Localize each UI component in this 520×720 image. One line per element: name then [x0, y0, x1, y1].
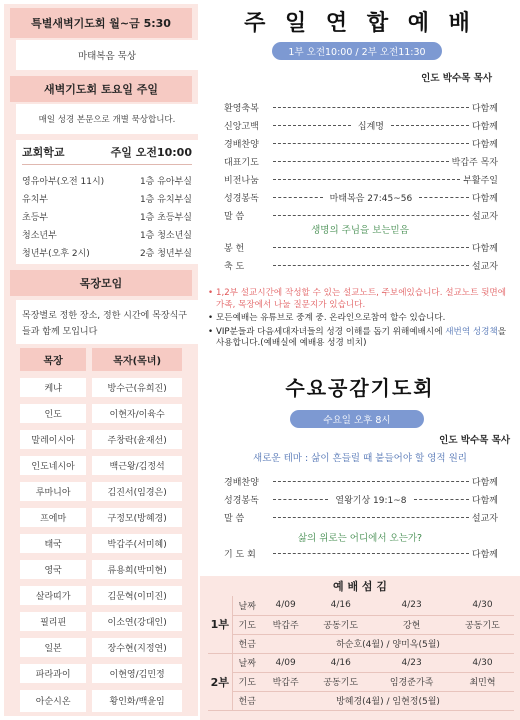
dawn-prayer-desc: 마태복음 묵상 [16, 40, 198, 70]
school-row [22, 189, 192, 207]
duty-prayer: 강현 [372, 615, 451, 634]
group-table-row [20, 374, 182, 400]
group-leader: 김진서(임경은) [89, 478, 182, 504]
group-meeting-title: 목장모임 [10, 270, 192, 296]
order-row [224, 258, 498, 272]
school-place: 1층 유치부실 [139, 194, 192, 205]
group-leader: 이현영/김민정 [89, 660, 182, 686]
order-row [224, 510, 498, 524]
order-item-person: 다함께 [471, 121, 498, 132]
announcement-text-part: VIP분들과 다음세대자녀들의 성경 이해를 돕기 위해예배시에 [216, 326, 446, 337]
wednesday-sermon-title: 삶의 위로는 어디에서 오는가? [297, 533, 423, 544]
group-leader: 방수근(유희진) [89, 374, 182, 400]
duty-row-label: 기도 [232, 672, 262, 691]
dashed-leader [273, 499, 328, 500]
duty-prayer: 공동기도 [309, 615, 372, 634]
school-dept: 청소년부 [22, 230, 57, 241]
school-dept: 영유아부(오전 11시) [22, 176, 105, 187]
service-duty-title: 예 배 섬 김 [333, 580, 387, 593]
duty-prayer: 공동기도 [451, 615, 514, 634]
dashed-leader [273, 265, 469, 266]
duty-row [208, 596, 514, 615]
group-table-row [20, 504, 182, 530]
school-dept: 초등부 [22, 212, 49, 223]
wednesday-service-title: 수요공감기도회 [285, 376, 435, 400]
order-item-name: 말 씀 [224, 513, 245, 524]
duty-date: 4/16 [309, 653, 372, 672]
service-duty-section [200, 576, 520, 720]
order-item-person: 설교자 [471, 211, 498, 222]
order-item-name: 환영축복 [224, 103, 259, 114]
dashed-leader [273, 143, 469, 144]
duty-row [208, 653, 514, 672]
bullet-icon: • [208, 288, 214, 298]
group-leader: 이현자/이육수 [89, 400, 182, 426]
group-leader: 박갑주(서미혜) [89, 530, 182, 556]
order-item-name: 기 도 회 [224, 549, 256, 560]
dashed-leader [273, 107, 469, 108]
duty-row [208, 615, 514, 634]
duty-prayer: 최민혁 [451, 672, 514, 691]
order-item-person: 다함께 [471, 193, 499, 204]
group-col-header: 목자(목녀) [89, 348, 182, 374]
group-name: 살라띠가 [20, 582, 89, 608]
order-item-person: 박갑주 목자 [451, 157, 498, 168]
order-item-person: 다함께 [471, 103, 498, 114]
duty-offering: 방혜경(4월) / 임현정(5월) [262, 691, 514, 710]
order-item-name: 축 도 [224, 261, 245, 272]
order-item-detail: 마태복음 27:45~56 [329, 193, 413, 204]
order-item-name: 봉 헌 [224, 243, 245, 254]
school-place: 1층 청소년실 [139, 230, 192, 241]
left-sidebar [4, 4, 198, 716]
wednesday-service-leader: 인도 박수목 목사 [439, 435, 510, 446]
order-row [224, 546, 498, 560]
group-table-row [20, 660, 182, 686]
dashed-leader [273, 125, 351, 126]
order-item-detail: 십계명 [357, 121, 384, 132]
group-name: 파라과이 [20, 660, 89, 686]
wednesday-theme: 새로운 테마 : 삶이 흔들릴 때 붙들어야 할 영적 원리 [253, 453, 467, 464]
group-table-row [20, 426, 182, 452]
duty-prayer: 임경준가족 [372, 672, 451, 691]
school-dept: 유치부 [22, 194, 49, 205]
order-item-name: 경배찬양 [224, 477, 259, 488]
order-row [224, 208, 498, 222]
group-table-row [20, 478, 182, 504]
bullet-icon: • [208, 326, 214, 337]
duty-prayer: 공동기도 [309, 672, 372, 691]
group-leader: 장수현(지정연) [89, 634, 182, 660]
order-item-person: 다함께 [471, 243, 498, 254]
duty-row-label: 헌금 [232, 691, 262, 710]
group-leader: 구정모(방혜경) [89, 504, 182, 530]
group-table-row [20, 608, 182, 634]
group-table-header [20, 348, 182, 374]
church-school-box [16, 140, 198, 264]
order-row [224, 474, 498, 488]
order-item-person: 설교자 [471, 261, 498, 272]
dashed-leader [419, 197, 469, 198]
duty-row-label: 날짜 [232, 653, 262, 672]
school-dept: 청년부(오후 2시) [22, 248, 90, 259]
group-name: 영국 [20, 556, 89, 582]
sunday-service-title: 주 일 연 합 예 배 [244, 11, 476, 36]
duty-row-label: 날짜 [232, 596, 262, 615]
school-place: 1층 초등부실 [139, 212, 192, 223]
duty-date: 4/30 [451, 653, 514, 672]
order-item-person: 설교자 [471, 513, 498, 524]
announcement-item [208, 313, 514, 325]
saturday-prayer-desc: 매일 성경 본문으로 개별 묵상합니다. [16, 104, 198, 134]
dashed-leader [273, 517, 469, 518]
duty-date: 4/23 [372, 653, 451, 672]
dawn-prayer-title: 특별새벽기도회 월~금 5:30 [10, 8, 192, 38]
group-leader: 김문혁(이미진) [89, 582, 182, 608]
announcement-item [208, 327, 514, 350]
church-school-time: 주일 오전10:00 [110, 146, 192, 159]
duty-row-label: 헌금 [232, 634, 262, 653]
wednesday-service-time-badge: 수요일 오후 8시 [290, 410, 424, 428]
group-col-header: 목장 [20, 348, 89, 374]
duty-date: 4/09 [262, 596, 309, 615]
order-item-person: 부활주일 [463, 175, 498, 186]
announcement-item [208, 288, 514, 311]
sunday-service-time-badge: 1부 오전10:00 / 2부 오전11:30 [272, 42, 442, 60]
church-school-title: 교회학교 [22, 146, 65, 159]
announcement-text: 모든예배는 유튜브로 중계 중. 온라인으로참여 할수 있습니다. [216, 313, 446, 323]
dashed-leader [273, 215, 469, 216]
duty-row-label: 기도 [232, 615, 262, 634]
group-leader: 백근왕/김정석 [89, 452, 182, 478]
group-name: 프에마 [20, 504, 89, 530]
order-row [224, 118, 498, 132]
group-name: 일본 [20, 634, 89, 660]
school-row [22, 225, 192, 243]
duty-row [208, 634, 514, 653]
sermon-title: 생명의 주님을 보는믿음 [311, 225, 409, 236]
order-item-person: 다함께 [471, 549, 498, 560]
duty-row [208, 691, 514, 710]
group-leader: 이소연(강대인) [89, 608, 182, 634]
order-row [224, 100, 498, 114]
service-duty-table [208, 596, 514, 711]
order-row [224, 172, 498, 186]
church-school-header [22, 144, 192, 165]
school-place: 2층 청년부실 [139, 248, 192, 259]
dashed-leader [273, 197, 323, 198]
announcement-text [216, 327, 514, 350]
order-row [224, 136, 498, 150]
duty-date: 4/23 [372, 596, 451, 615]
group-table-row [20, 400, 182, 426]
order-item-name: 경배찬양 [224, 139, 259, 150]
dashed-leader [414, 499, 469, 500]
school-row [22, 171, 192, 189]
group-name: 말레이시아 [20, 426, 89, 452]
group-name: 필리핀 [20, 608, 89, 634]
order-row [224, 492, 498, 506]
group-name: 루마니아 [20, 478, 89, 504]
duty-prayer: 박갑주 [262, 615, 309, 634]
order-item-name: 성경봉독 [224, 495, 259, 506]
group-table-row [20, 686, 182, 712]
order-row [224, 154, 498, 168]
group-leader: 류용희(박미현) [89, 556, 182, 582]
group-table-row [20, 634, 182, 660]
duty-part-label: 2부 [208, 653, 232, 710]
dashed-leader [273, 247, 469, 248]
dashed-leader [273, 179, 460, 180]
dashed-leader [391, 125, 469, 126]
school-row [22, 243, 192, 261]
saturday-prayer-title: 새벽기도회 토요일 주일 [10, 76, 192, 102]
duty-offering: 하순호(4월) / 양미옥(5월) [262, 634, 514, 653]
group-name: 인도 [20, 400, 89, 426]
order-item-name: 비전나눔 [224, 175, 259, 186]
duty-prayer: 박갑주 [262, 672, 309, 691]
group-leader: 주창락(윤재선) [89, 426, 182, 452]
duty-date: 4/30 [451, 596, 514, 615]
order-item-person: 다함께 [471, 139, 498, 150]
school-row [22, 207, 192, 225]
group-table [20, 348, 182, 712]
school-place: 1층 유아부실 [139, 176, 192, 187]
dashed-leader [273, 161, 449, 162]
announcement-text-part: 을 사용합니다.(예배실에 예배용 성경 비치) [216, 326, 507, 348]
group-name: 태국 [20, 530, 89, 556]
group-meeting-desc: 목장별로 정한 장소, 정한 시간에 목장식구들과 함께 모입니다 [16, 300, 198, 344]
group-table-row [20, 556, 182, 582]
order-item-detail: 열왕기상 19:1~8 [335, 495, 407, 506]
order-item-person: 다함께 [471, 477, 498, 488]
duty-date: 4/09 [262, 653, 309, 672]
bible-highlight: 새번역 성경책 [445, 326, 498, 337]
bullet-icon: • [208, 313, 214, 323]
announcement-text: 1,2부 설교시간에 작성할 수 있는 설교노트, 주보에있습니다. 설교노트 뒷면에 가족, 목장에서 나눌 질문지가 있습니다. [216, 288, 507, 310]
announcements [208, 288, 514, 352]
dashed-leader [273, 481, 469, 482]
group-name: 케냐 [20, 374, 89, 400]
dashed-leader [273, 553, 469, 554]
duty-date: 4/16 [309, 596, 372, 615]
order-item-name: 성경봉독 [224, 193, 259, 204]
order-item-name: 신앙고백 [224, 121, 259, 132]
duty-row [208, 672, 514, 691]
group-leader: 황인화/백윤임 [89, 686, 182, 712]
order-item-person: 다함께 [471, 495, 498, 506]
order-row [224, 240, 498, 254]
group-table-row [20, 530, 182, 556]
group-name: 인도네시아 [20, 452, 89, 478]
group-table-row [20, 582, 182, 608]
order-row [224, 190, 498, 204]
group-name: 아순시온 [20, 686, 89, 712]
order-item-name: 말 씀 [224, 211, 245, 222]
order-item-name: 대표기도 [224, 157, 259, 168]
sunday-service-leader: 인도 박수목 목사 [421, 73, 492, 84]
duty-part-label: 1부 [208, 596, 232, 653]
main-content [200, 0, 520, 720]
group-table-row [20, 452, 182, 478]
